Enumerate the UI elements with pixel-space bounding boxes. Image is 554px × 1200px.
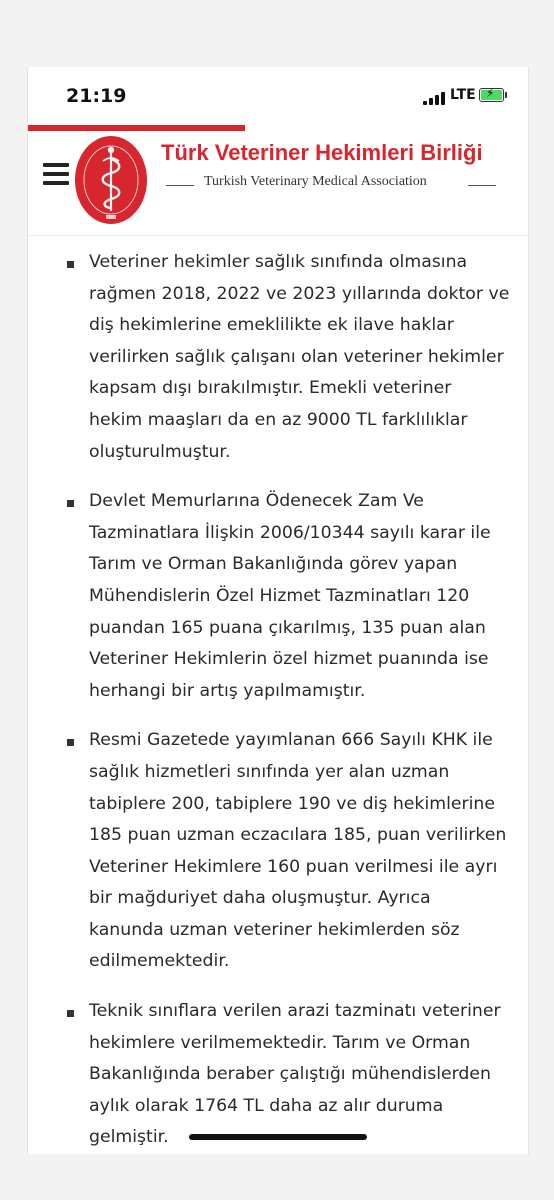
subtitle-rule-left (166, 185, 194, 186)
tvhb-logo[interactable] (74, 135, 148, 225)
list-item-text: Resmi Gazetede yayımlanan 666 Sayılı KHK ile sağlık hizmetleri sınıfında yer alan uzman tabiplere 200, tabiplere 190 ve diş hekimlerine 185 puan uzman eczacılara 185, puan verilirken Veteriner Hekimlere 160 puan verilmesi ile ayrı bir mağduriyet daha oluşmuştur. Ayrıca kanunda uzman veteriner hekimlerden söz edilmemektedir. (89, 730, 507, 972)
list-item-text: Devlet Memurlarına Ödenecek Zam Ve Tazminatlara İlişkin 2006/10344 sayılı karar ile Tarım ve Orman Bakanlığında görev yapan Mühendislerin Özel Hizmet Tazminatları 120 puandan 165 puana çıkarılmış, 135 puan alan Veteriner Hekimlerin özel hizmet puanında ise herhangi bir artış yapılmamıştır. (89, 491, 491, 701)
cellular-signal-icon (423, 91, 445, 105)
network-type: LTE (450, 87, 476, 103)
list-item (65, 486, 510, 707)
bullet-icon (67, 500, 74, 507)
bullet-icon (67, 1010, 74, 1017)
list-item-text: Teknik sınıflara verilen arazi tazminatı veteriner hekimlere verilmemektedir. Tarım ve Orman Bakanlığında beraber çalıştığı mühendislerden aylık olarak 1764 TL daha az alır duruma gelmiştir. (89, 1001, 501, 1148)
battery-tip (505, 92, 507, 98)
site-title[interactable]: Türk Veteriner Hekimleri Birliği (161, 140, 483, 165)
battery-charging-icon: ⚡ (479, 88, 504, 102)
phone-screen (27, 67, 529, 1154)
article-content (28, 237, 528, 1154)
bullet-icon (67, 261, 74, 268)
status-time: 21:19 (66, 85, 127, 107)
header-accent-bar (28, 125, 245, 131)
hamburger-menu-icon[interactable] (43, 163, 69, 185)
site-subtitle: Turkish Veterinary Medical Association (204, 174, 427, 189)
list-item (65, 996, 510, 1154)
list-item (65, 725, 510, 978)
bullet-icon (67, 739, 74, 746)
bullet-list (28, 237, 528, 1154)
list-item-text: Veteriner hekimler sağlık sınıfında olmasına rağmen 2018, 2022 ve 2023 yıllarında doktor ve diş hekimlerine emeklilikte ek ilave haklar verilirken sağlık çalışanı olan veteriner hekimler kapsam dışı bırakılmıştır. Emekli veteriner hekim maaşları da en az 9000 TL farklılıklar oluşturulmuştur. (89, 252, 510, 462)
home-indicator[interactable] (189, 1134, 367, 1140)
status-bar (28, 67, 528, 123)
site-header (28, 123, 528, 236)
list-item (65, 247, 510, 468)
subtitle-rule-right (468, 185, 496, 186)
